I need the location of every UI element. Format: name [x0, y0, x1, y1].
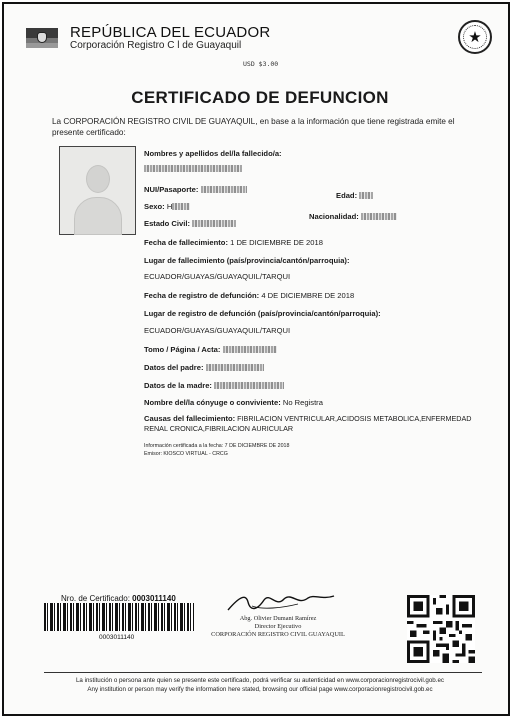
father-label: Datos del padre:: [144, 363, 204, 372]
death-date-field: [144, 238, 323, 247]
certificate-number-label: Nro. de Certificado:: [61, 594, 130, 603]
barcode-number: 0003011140: [99, 634, 135, 641]
registration-date-field: [144, 291, 354, 300]
nationality-field: [309, 212, 397, 221]
nui-label: NUI/Pasaporte:: [144, 185, 199, 194]
republic-name: REPÚBLICA DEL ECUADOR: [70, 24, 271, 41]
deceased-photo: [59, 146, 136, 235]
mother-field: [144, 381, 284, 390]
ecuador-flag-icon: [26, 28, 58, 48]
death-place-label: Lugar de fallecimiento (país/provincia/cantón/parroquia):: [144, 256, 350, 265]
causes-value: FIBRILACION VENTRICULAR,ACIDOSIS METABOLICA,ENFERMEDAD RENAL CRONICA,FIBRILACION AURICULAR: [144, 414, 472, 433]
registry-name: Corporación Registro C l de Guayaquil: [70, 40, 242, 51]
registration-place-value: ECUADOR/GUAYAS/GUAYAQUIL/TARQUI: [144, 326, 291, 335]
civil-status-field: [144, 219, 236, 228]
certification-info: [144, 442, 289, 458]
signature-icon: [222, 590, 340, 614]
spouse-field: [144, 398, 323, 407]
redacted-father: [206, 364, 264, 371]
signatory-name: Abg. Olivier Dumani Ramírez: [239, 615, 317, 622]
civil-status-label: Estado Civil:: [144, 219, 190, 228]
national-seal-icon: ★: [458, 20, 492, 54]
registration-date-label: Fecha de registro de defunción:: [144, 291, 260, 300]
footer-verification-en: Any institution or person may verify the information here stated, browsing our official page www.corporacionregistrocivil.gob.ec: [87, 686, 433, 693]
full-name-label: Nombres y apellidos del/la fallecido/a:: [144, 149, 282, 158]
footer-verification-es: La institución o persona ante quien se presente este certificado, podrá verificar su autenticidad en www.corporacionregistrocivil.gob.ec: [75, 677, 445, 684]
nationality-label: Nacionalidad:: [309, 212, 359, 221]
certificate-document: [2, 2, 510, 716]
death-date-value: 1 DE DICIEMBRE DE 2018: [230, 238, 323, 247]
spouse-label: Nombre del/la cónyuge o conviviente:: [144, 398, 281, 407]
causes-label: Causas del fallecimiento:: [144, 414, 236, 423]
spouse-value: No Registra: [282, 398, 323, 407]
issuer: Emisor: KIOSCO VIRTUAL - CRCG: [144, 451, 228, 457]
footer-divider: [44, 672, 482, 673]
redacted-mother: [214, 382, 284, 389]
volume-label: Tomo / Página / Acta:: [144, 345, 221, 354]
registration-date-value: 4 DE DICIEMBRE DE 2018: [261, 291, 355, 300]
nui-field: [144, 185, 247, 194]
intro-text: La CORPORACIÓN REGISTRO CIVIL DE GUAYAQUIL, en base a la información que tiene registrada emite el presente certificado:: [52, 117, 455, 137]
causes-field: [144, 414, 484, 434]
age-field: [336, 191, 373, 200]
volume-field: [144, 345, 277, 354]
mother-label: Datos de la madre:: [144, 381, 212, 390]
death-date-label: Fecha de fallecimiento:: [144, 238, 228, 247]
redacted-volume: [223, 346, 277, 353]
sex-value: H: [166, 202, 173, 211]
full-name-value: [144, 164, 242, 173]
barcode-icon: [44, 603, 194, 631]
signatory-role: Director Ejecutivo: [254, 623, 302, 630]
certificate-number-value: 0003011140: [132, 594, 176, 603]
redacted-sex: [172, 203, 190, 210]
redacted-nui: [201, 186, 247, 193]
death-place-value: ECUADOR/GUAYAS/GUAYAQUIL/TARQUI: [144, 272, 291, 281]
sex-field: [144, 202, 190, 211]
registration-place-label: Lugar de registro de defunción (país/provincia/cantón/parroquia):: [144, 309, 381, 318]
qr-code-icon: [407, 595, 475, 663]
document-title: CERTIFICADO DE DEFUNCION: [131, 88, 389, 107]
certified-date: Información certificada a la fecha: 7 DE DICIEMBRE DE 2018: [144, 443, 290, 449]
price-label: USD $3.00: [243, 60, 279, 68]
document-header: [26, 20, 496, 60]
redacted-age: [359, 192, 373, 199]
sex-label: Sexo:: [144, 202, 165, 211]
signatory-org: CORPORACIÓN REGISTRO CIVIL GUAYAQUIL: [211, 631, 345, 638]
redacted-civil-status: [192, 220, 236, 227]
redacted-name: [144, 165, 242, 172]
age-label: Edad:: [336, 191, 358, 200]
certificate-number: [61, 594, 176, 603]
redacted-nationality: [361, 213, 397, 220]
father-field: [144, 363, 264, 372]
